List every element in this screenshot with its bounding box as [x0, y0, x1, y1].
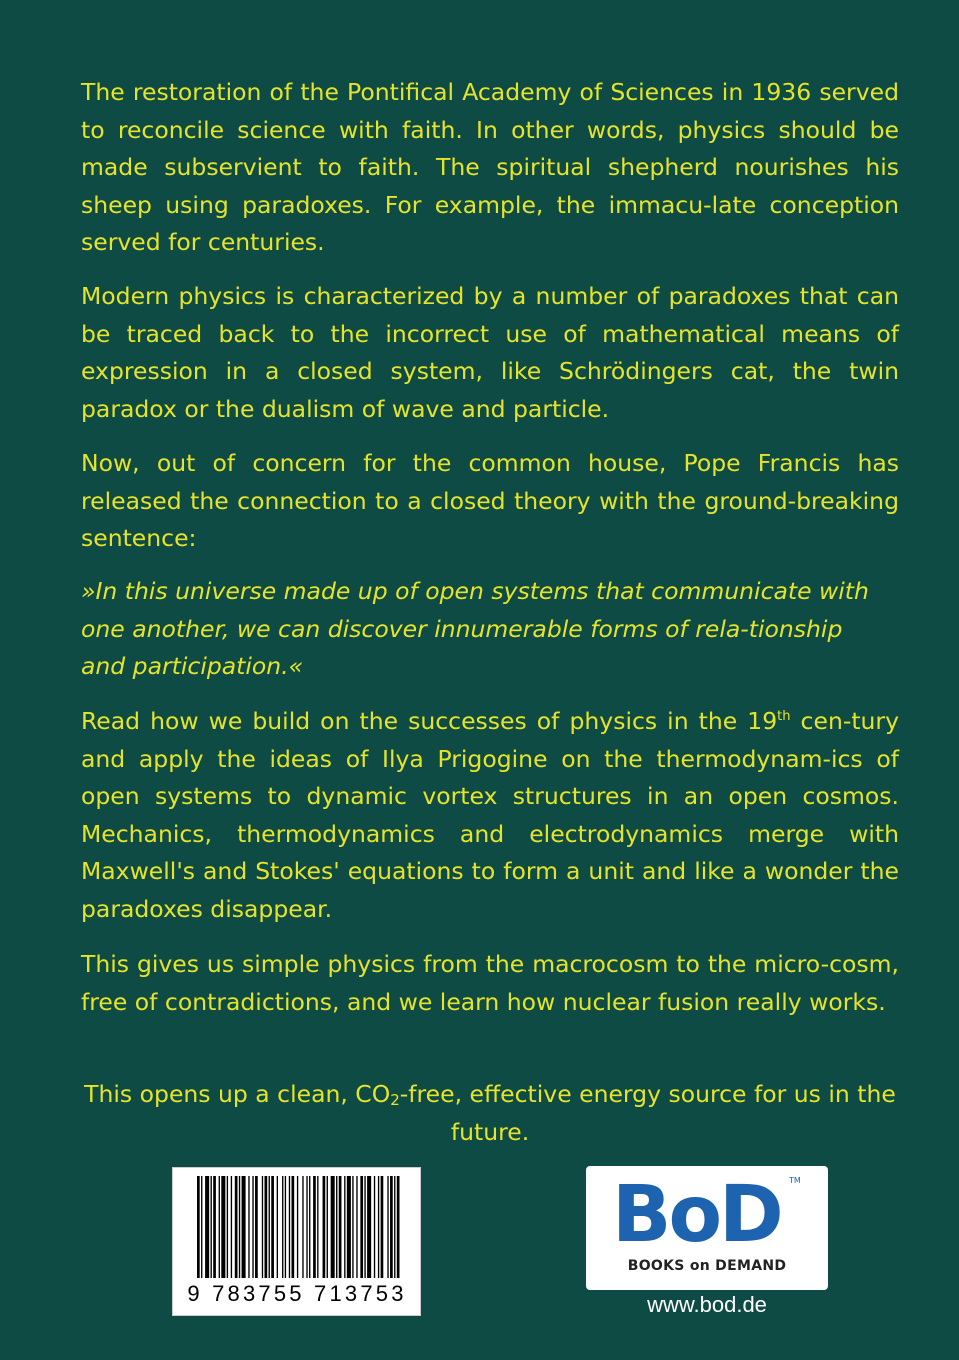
isbn-number: 9 783755 713753: [187, 1281, 407, 1306]
paragraph-energy-start: This opens up a clean, CO: [84, 1080, 391, 1108]
barcode-bar: [339, 1176, 342, 1278]
barcode-bar: [352, 1176, 353, 1278]
barcode-bar: [374, 1176, 375, 1278]
paragraph-physics-history: [81, 703, 899, 928]
paragraph-energy-rest: -free, effective energy source for us in the future.: [399, 1080, 896, 1146]
barcode-bar: [252, 1176, 253, 1278]
barcode-bar: [219, 1176, 220, 1278]
barcode-bar: [323, 1176, 326, 1278]
barcode-bar: [235, 1176, 238, 1278]
paragraph-pope-francis: Now, out of concern for the common house, Pope Francis has released the connection to a closed theory with the ground-breaking sentence:: [81, 449, 899, 552]
barcode-bar: [197, 1176, 200, 1278]
barcode-bar: [221, 1176, 225, 1278]
barcode-bar: [390, 1176, 393, 1278]
barcode-bar: [255, 1176, 258, 1278]
logo-tagline: BOOKS on DEMAND: [627, 1258, 787, 1274]
barcode-bar: [269, 1176, 270, 1278]
trademark-symbol: TM: [789, 1176, 801, 1185]
barcode-bar: [282, 1176, 283, 1278]
barcode-bar: [289, 1176, 290, 1278]
publisher-logo: [586, 1166, 828, 1290]
barcode-bar: [381, 1176, 384, 1278]
barcode-bar: [265, 1176, 268, 1278]
barcode-bar: [213, 1176, 216, 1278]
paragraph-paradoxes: Modern physics is characterized by a number of paradoxes that can be traced back to the incorrect use of mathematical means of expression in a closed system, like Schrödingers cat, the twin paradox or the dualism of wave and particle.: [81, 282, 899, 423]
barcode-bar: [387, 1176, 388, 1278]
superscript-th: th: [777, 709, 791, 725]
paragraph-physics-history-rest: cen-tury and apply the ideas of Ilya Prigogine on the thermodynam-ics of open systems to dynamic vortex structures in an open cosmos. Mechanics, thermodynamics and electrodynamics merge with Maxwell's and Stokes' equations to form a unit and like a wonder the paradoxes disappear.: [81, 707, 899, 923]
barcode-bar: [285, 1176, 286, 1278]
publisher-website: www.bod.de: [647, 1292, 767, 1317]
barcode-bar: [347, 1176, 351, 1278]
barcode-bar: [344, 1176, 345, 1278]
barcode-bar: [317, 1176, 318, 1278]
barcode-bar: [360, 1176, 363, 1278]
paragraph-simple-physics: This gives us simple physics from the macrocosm to the micro-cosm, free of contradictions, and we learn how nuclear fusion really works.: [81, 950, 899, 1016]
barcode-bar: [397, 1176, 400, 1278]
barcode-bar: [297, 1176, 298, 1278]
barcode-bar: [367, 1176, 371, 1278]
barcode-bar: [313, 1176, 316, 1278]
barcode-bar: [309, 1176, 310, 1278]
barcode-bar: [262, 1176, 263, 1278]
barcode-bar: [277, 1176, 278, 1278]
barcode-bar: [306, 1176, 307, 1278]
barcode-bar: [292, 1176, 295, 1278]
paragraph-energy-source: [60, 1076, 920, 1151]
subscript-2: 2: [390, 1091, 400, 1109]
barcode-bar: [248, 1176, 249, 1278]
barcode-bar: [242, 1176, 246, 1278]
barcode-bar: [336, 1176, 337, 1278]
barcode-bar: [394, 1176, 395, 1278]
barcode-bar: [231, 1176, 232, 1278]
isbn-barcode: [172, 1167, 421, 1316]
barcode-bar: [302, 1176, 303, 1278]
barcode-bar: [271, 1176, 274, 1278]
barcode-bar: [327, 1176, 328, 1278]
bod-logo-text: BoD: [612, 1170, 781, 1260]
paragraph-physics-history-start: Read how we build on the successes of physics in the 19: [81, 707, 778, 735]
barcode-bar: [211, 1176, 212, 1278]
barcode-bar: [205, 1176, 209, 1278]
encyclical-quote: »In this universe made up of open systems that communicate with one another, we can discover innumerable forms of rela-tionship and participation.«: [81, 577, 869, 680]
barcode-bar: [378, 1176, 379, 1278]
paragraph-academy: The restoration of the Pontifical Academy of Sciences in 1936 served to reconcile science with faith. In other words, physics should be made subservient to faith. The spiritual shepherd nourishes his sheep using paradoxes. For example, the immacu-late conception served for centuries.: [81, 78, 899, 256]
barcode-bar: [227, 1176, 228, 1278]
barcode-bar: [201, 1176, 202, 1278]
barcode-bar: [239, 1176, 240, 1278]
barcode-bar: [331, 1176, 335, 1278]
barcode-bar: [356, 1176, 357, 1278]
barcode-bar: [364, 1176, 365, 1278]
